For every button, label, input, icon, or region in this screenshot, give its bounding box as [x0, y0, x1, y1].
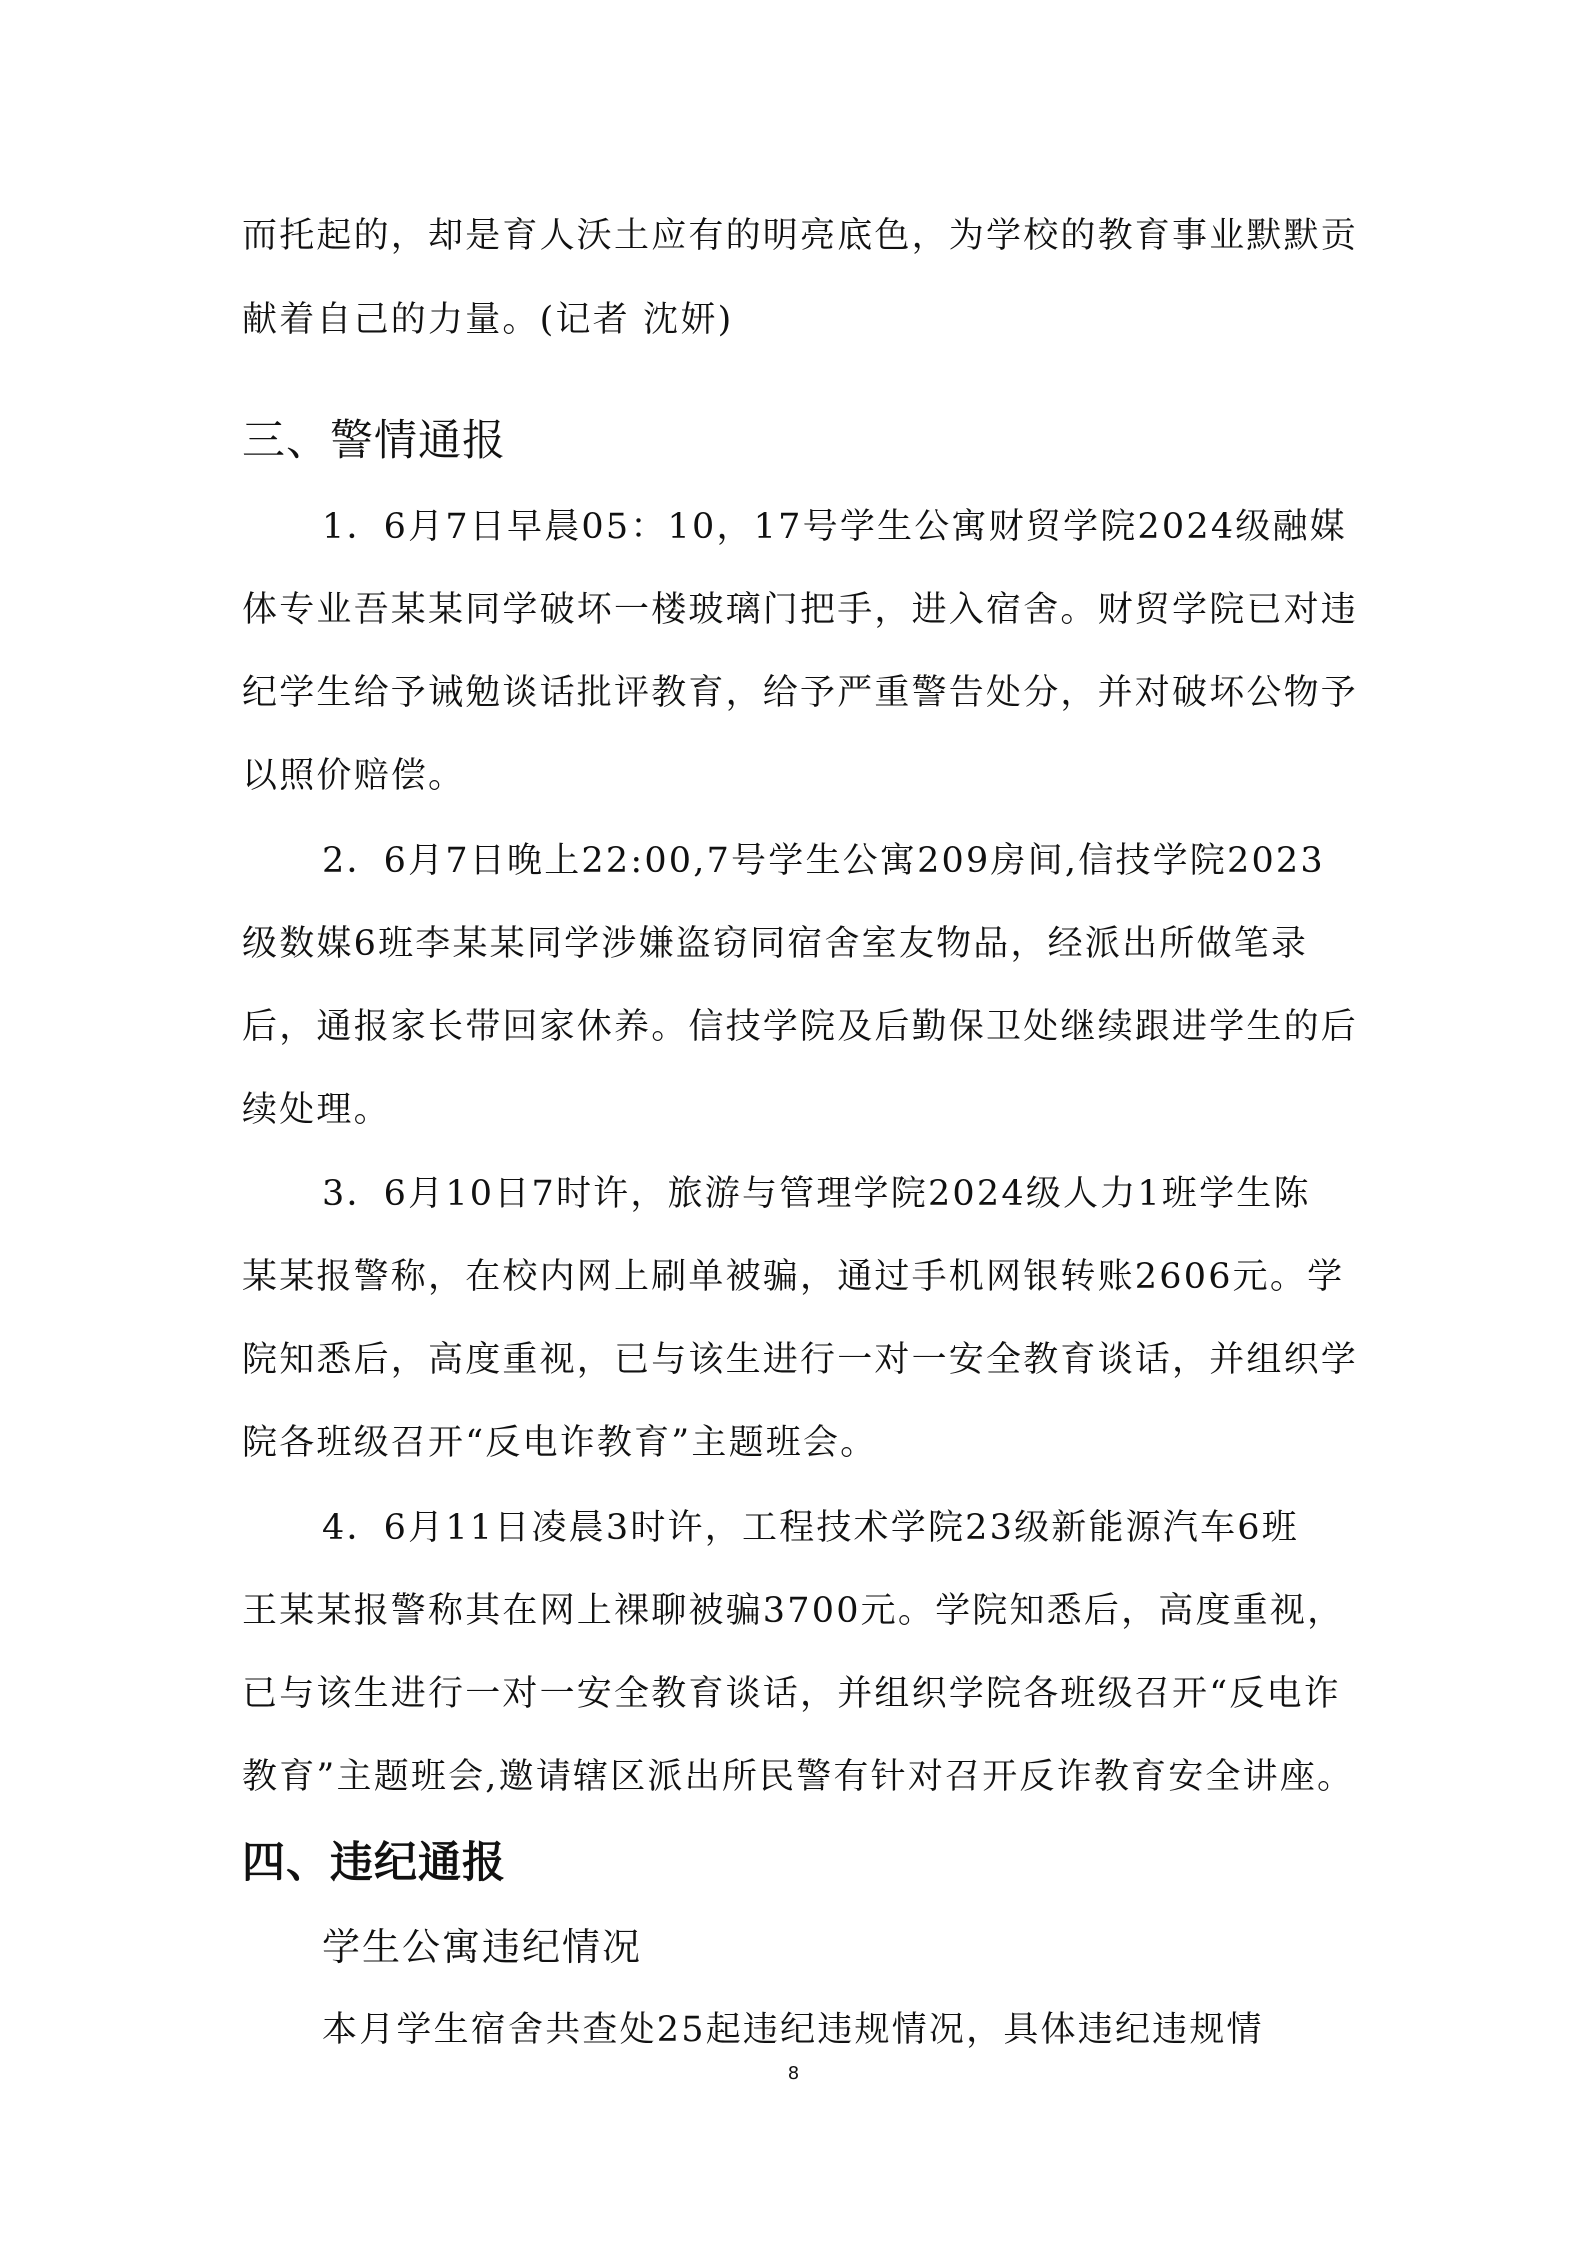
paragraph-line: 2．6月7日晚上22:00,7号学生公寓209房间,信技学院2023	[322, 841, 1325, 881]
page-number: 8	[787, 2063, 800, 2084]
paragraph-line: 以照价赔偿。	[242, 756, 466, 796]
paragraph-line: 续处理。	[242, 1090, 391, 1130]
subsection-heading-dorm-violations: 学生公寓违纪情况	[322, 1925, 643, 1969]
paragraph-line: 级数媒6班李某某同学涉嫌盗窃同宿舍室友物品，经派出所做笔录	[242, 924, 1309, 964]
paragraph-line: 王某某报警称其在网上裸聊被骗3700元。学院知悉后，高度重视，	[242, 1591, 1345, 1631]
paragraph-line: 某某报警称，在校内网上刷单被骗，通过手机网银转账2606元。学	[242, 1257, 1345, 1297]
paragraph-line: 后，通报家长带回家休养。信技学院及后勤保卫处继续跟进学生的后	[242, 1007, 1359, 1047]
paragraph-line: 3．6月10日7时许，旅游与管理学院2024级人力1班学生陈	[322, 1174, 1311, 1214]
paragraph-line: 1．6月7日早晨05：10，17号学生公寓财贸学院2024级融媒	[322, 507, 1347, 547]
paragraph-line: 教育”主题班会,邀请辖区派出所民警有针对召开反诈教育安全讲座。	[242, 1757, 1355, 1797]
paragraph-line: 院知悉后，高度重视，已与该生进行一对一安全教育谈话，并组织学	[242, 1340, 1359, 1380]
section-heading-police-report: 三、警情通报	[242, 416, 506, 466]
paragraph-line: 献着自己的力量。(记者 沈妍)	[242, 300, 734, 340]
paragraph-line: 体专业吾某某同学破坏一楼玻璃门把手，进入宿舍。财贸学院已对违	[242, 590, 1359, 630]
paragraph-line: 本月学生宿舍共查处25起违纪违规情况，具体违纪违规情	[322, 2010, 1264, 2050]
section-heading-discipline-report: 四、违纪通报	[242, 1838, 506, 1888]
paragraph-line: 院各班级召开“反电诈教育”主题班会。	[242, 1423, 878, 1463]
paragraph-line: 而托起的，却是育人沃土应有的明亮底色，为学校的教育事业默默贡	[242, 216, 1359, 256]
paragraph-line: 4．6月11日凌晨3时许，工程技术学院23级新能源汽车6班	[322, 1508, 1299, 1548]
paragraph-line: 纪学生给予诫勉谈话批评教育，给予严重警告处分，并对破坏公物予	[242, 673, 1359, 713]
paragraph-line: 已与该生进行一对一安全教育谈话，并组织学院各班级召开“反电诈	[242, 1674, 1341, 1714]
